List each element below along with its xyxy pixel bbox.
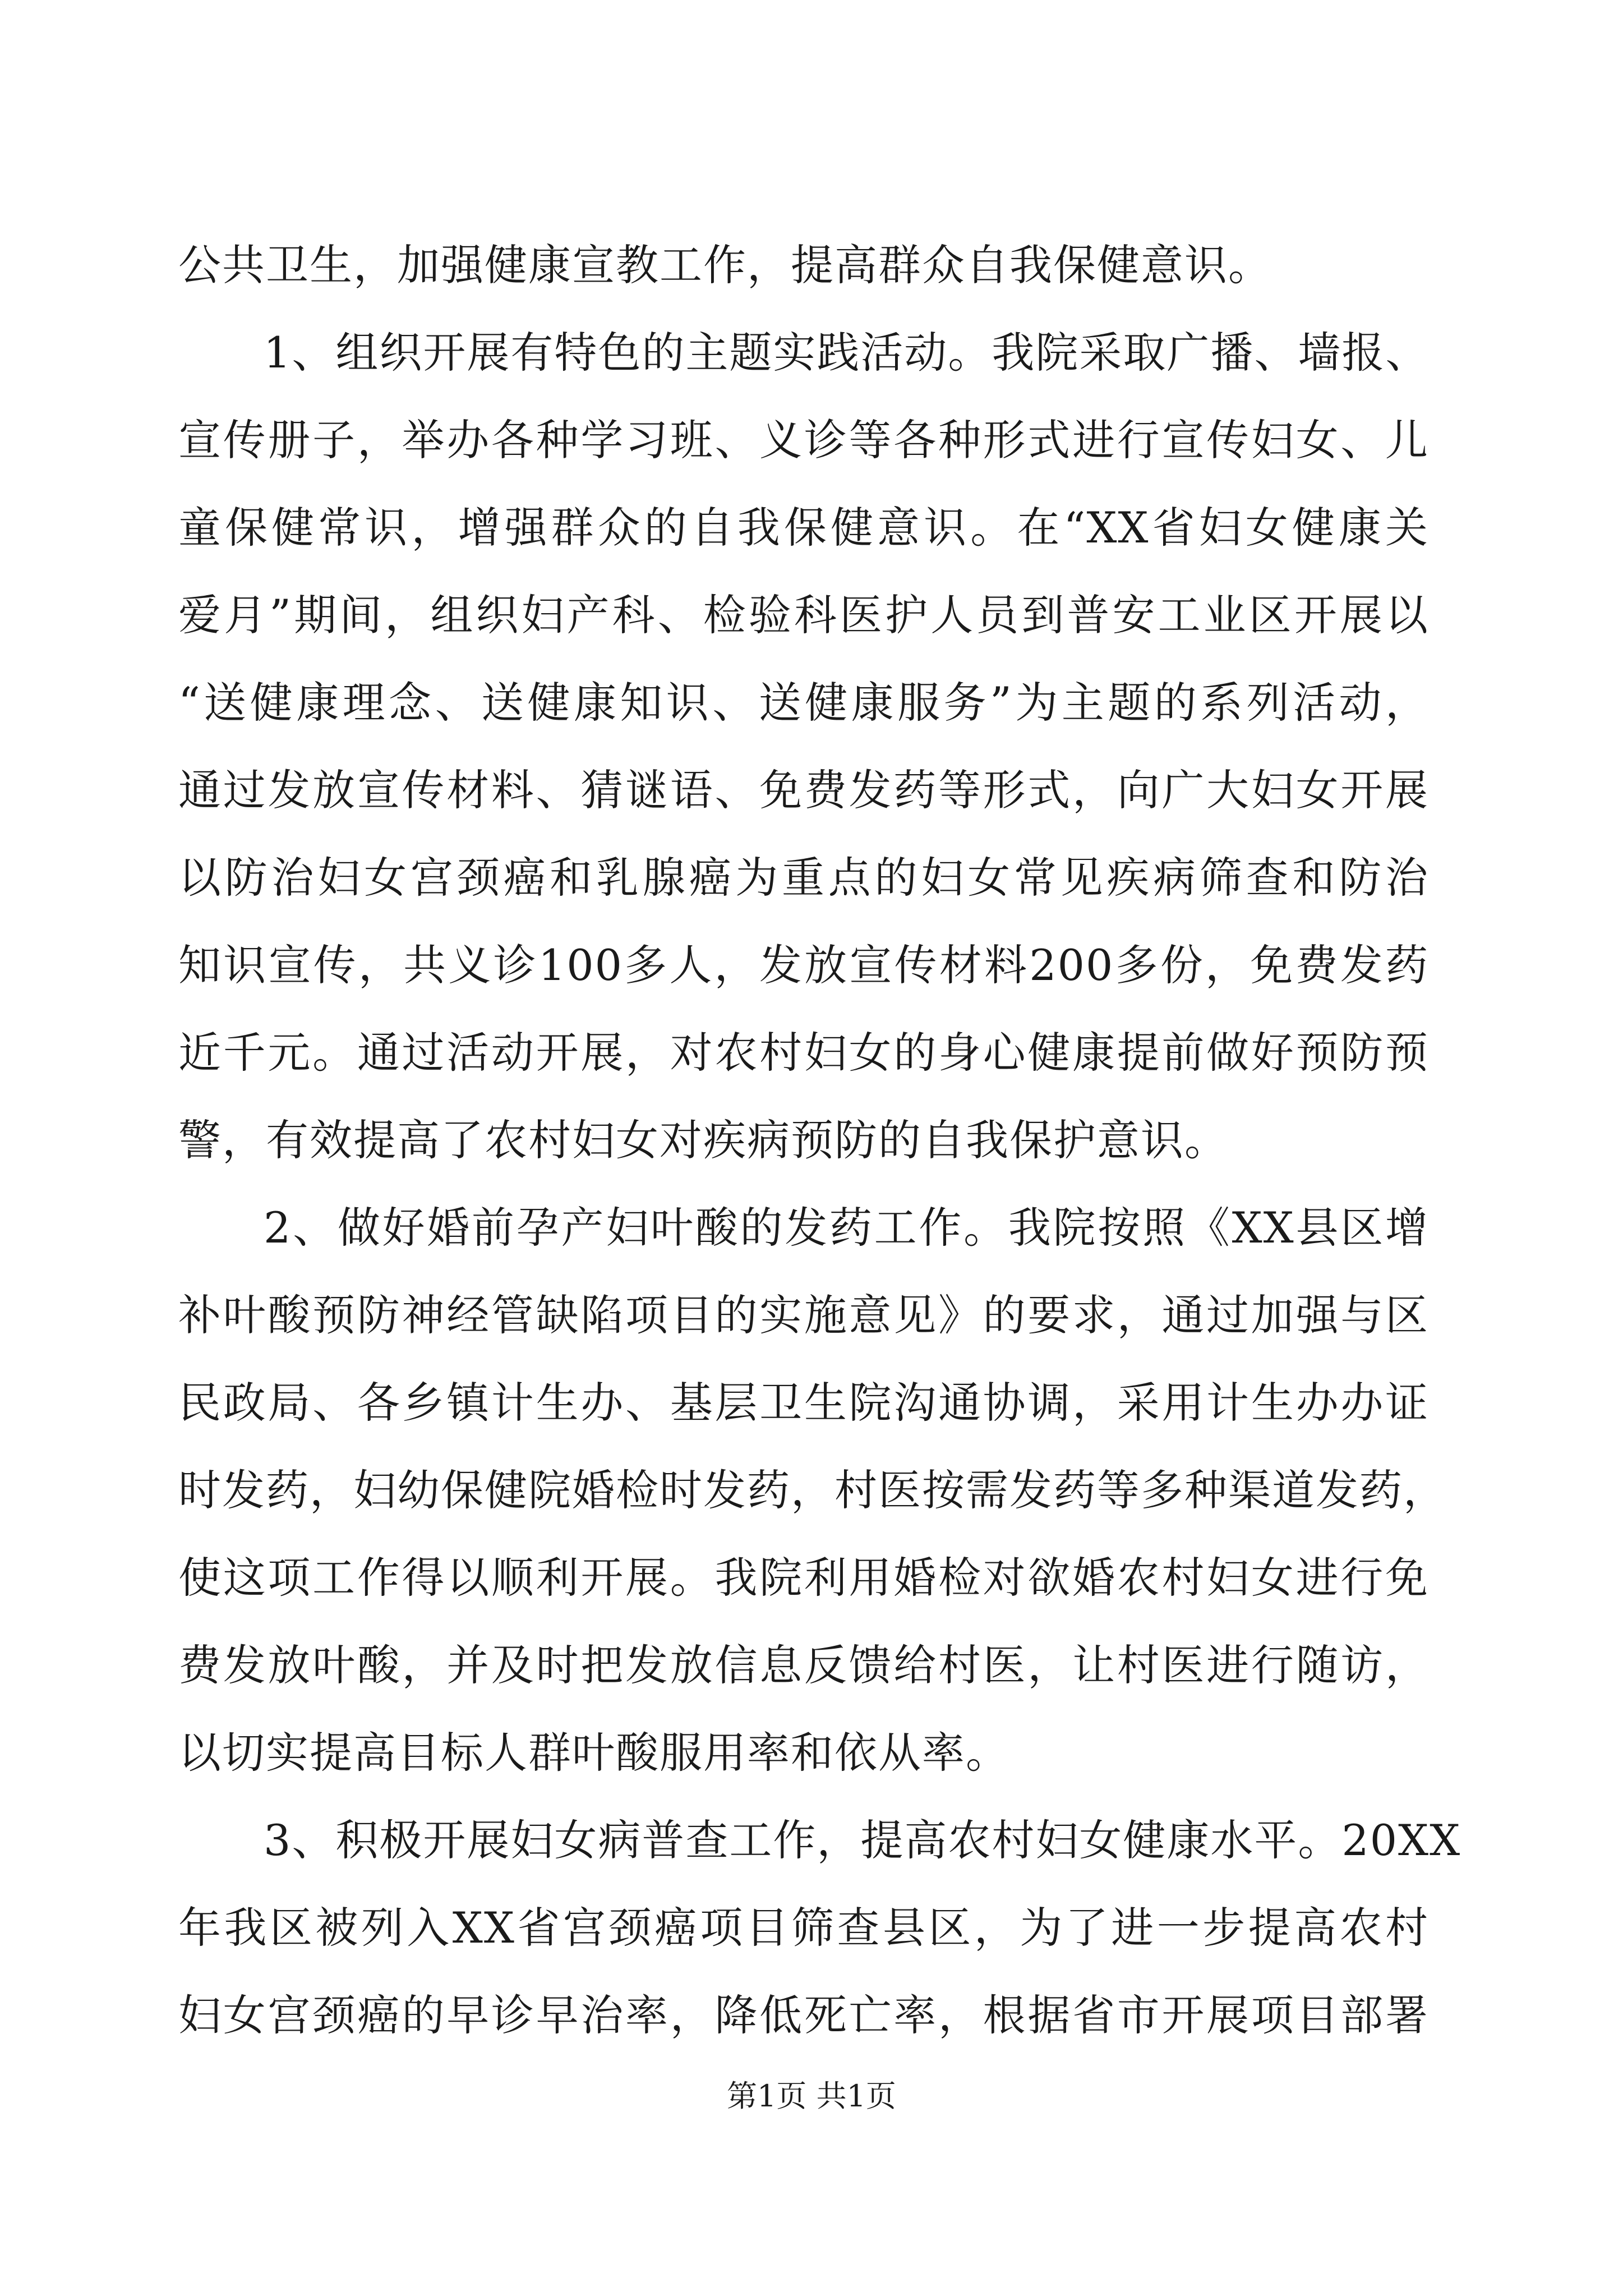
text-line: 公共卫生，加强健康宣教工作，提高群众自我保健意识。 — [178, 240, 1272, 290]
text-line: 时发药，妇幼保健院婚检时发药，村医按需发药等多种渠道发药， — [178, 1465, 1447, 1515]
document-body — [178, 222, 1461, 2059]
text-line: “送健康理念、送健康知识、送健康服务”为主题的系列活动， — [178, 678, 1429, 728]
text-line: 知识宣传，共义诊100多人，发放宣传材料200多份，免费发药 — [178, 940, 1429, 990]
text-line: 通过发放宣传材料、猜谜语、免费发药等形式，向广大妇女开展 — [178, 765, 1429, 815]
text-line: 民政局、各乡镇计生办、基层卫生院沟通协调，采用计生办办证 — [178, 1378, 1429, 1428]
text-line: 妇女宫颈癌的早诊早治率，降低死亡率，根据省市开展项目部署 — [178, 1990, 1429, 2040]
text-line: 童保健常识，增强群众的自我保健意识。在“XX省妇女健康关 — [178, 503, 1429, 553]
text-line: 费发放叶酸，并及时把发放信息反馈给村医，让村医进行随访， — [178, 1640, 1429, 1690]
text-line: 宣传册子，举办各种学习班、义诊等各种形式进行宣传妇女、儿 — [178, 415, 1429, 465]
page-footer: 第1页 共1页 — [727, 2078, 896, 2114]
text-line: 警，有效提高了农村妇女对疾病预防的自我保护意识。 — [178, 1115, 1228, 1165]
text-line: 爱月”期间，组织妇产科、检验科医护人员到普安工业区开展以 — [178, 590, 1429, 640]
text-line: 年我区被列入XX省宫颈癌项目筛查县区，为了进一步提高农村 — [178, 1903, 1429, 1953]
paragraph-3-line: 3、积极开展妇女病普查工作，提高农村妇女健康水平。20XX — [264, 1815, 1461, 1865]
text-line: 补叶酸预防神经管缺陷项目的实施意见》的要求，通过加强与区 — [178, 1290, 1429, 1340]
text-line: 以切实提高目标人群叶酸服用率和依从率。 — [178, 1728, 1009, 1778]
text-line: 近千元。通过活动开展，对农村妇女的身心健康提前做好预防预 — [178, 1028, 1429, 1078]
text-line: 以防治妇女宫颈癌和乳腺癌为重点的妇女常见疾病筛查和防治 — [178, 853, 1429, 903]
text-line: 使这项工作得以顺利开展。我院利用婚检对欲婚农村妇女进行免 — [178, 1553, 1429, 1603]
paragraph-1-line: 1、组织开展有特色的主题实践活动。我院采取广播、墙报、 — [264, 328, 1430, 378]
paragraph-2-line: 2、做好婚前孕产妇叶酸的发药工作。我院按照《XX县区增 — [264, 1203, 1429, 1253]
